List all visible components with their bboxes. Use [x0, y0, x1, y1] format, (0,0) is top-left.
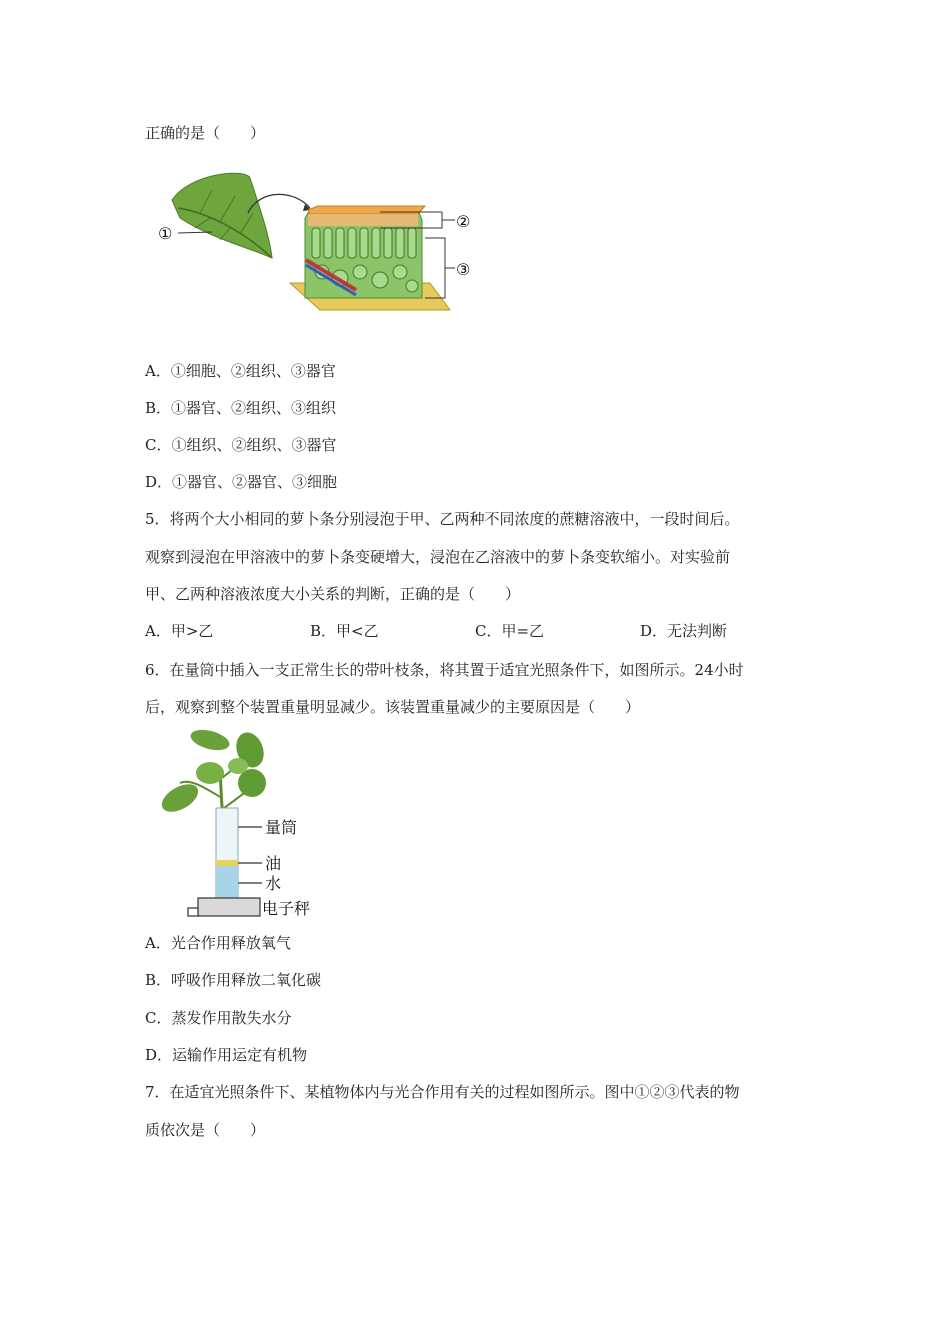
q7-line-2: 质依次是（ ）: [145, 1121, 266, 1139]
leaf-cross-section: [290, 206, 450, 310]
q5-option-c: C．甲=乙: [475, 622, 545, 640]
q6-option-c: C．蒸发作用散失水分: [145, 1009, 292, 1027]
q6-line-1: 6．在量筒中插入一支正常生长的带叶枝条，将其置于适宜光照条件下，如图所示。24小时: [145, 661, 744, 679]
q4-option-a: A．①细胞、②组织、③器官: [145, 362, 336, 380]
q6-option-b: B．呼吸作用释放二氧化碳: [145, 971, 322, 989]
plant-illustration: [157, 728, 268, 908]
q5-line-3: 甲、乙两种溶液浓度大小关系的判断，正确的是（ ）: [145, 585, 521, 603]
q5-line-2: 观察到浸泡在甲溶液中的萝卜条变硬增大，浸泡在乙溶液中的萝卜条变软缩小。对实验前: [145, 548, 731, 566]
q6-option-a: A．光合作用释放氧气: [145, 934, 291, 952]
label-epidermis: ②: [456, 212, 471, 231]
q5-line-1: 5．将两个大小相同的萝卜条分别浸泡于甲、乙两种不同浓度的蔗糖溶液中，一段时间后。: [145, 510, 740, 528]
leaf-structure-figure: [150, 168, 490, 340]
q4-option-b: B．①器官、②组织、③组织: [145, 399, 337, 417]
q7-line-1: 7．在适宜光照条件下、某植物体内与光合作用有关的过程如图所示。图中①②③代表的物: [145, 1083, 740, 1101]
label-oil: 油: [265, 854, 282, 873]
q4-stem: 正确的是（ ）: [145, 124, 266, 142]
q5-option-b: B．甲<乙: [310, 622, 379, 640]
label-scale: 电子秤: [262, 899, 311, 918]
q5-option-a: A．甲>乙: [145, 622, 214, 640]
label-leaf: ①: [158, 224, 173, 243]
label-water: 水: [265, 874, 282, 893]
q5-option-d: D．无法判断: [640, 622, 728, 640]
label-cylinder: 量筒: [265, 818, 298, 837]
q6-option-d: D．运输作用运定有机物: [145, 1046, 308, 1064]
q6-line-2: 后，观察到整个装置重量明显减少。该装置重量减少的主要原因是（ ）: [145, 698, 641, 716]
leaf-illustration: [172, 173, 272, 258]
cylinder-experiment-figure: [150, 728, 340, 923]
q4-option-c: C．①组织、②组织、③器官: [145, 436, 337, 454]
label-mesophyll: ③: [456, 260, 471, 279]
electronic-scale: [188, 898, 260, 916]
q4-option-d: D．①器官、②器官、③细胞: [145, 473, 338, 491]
